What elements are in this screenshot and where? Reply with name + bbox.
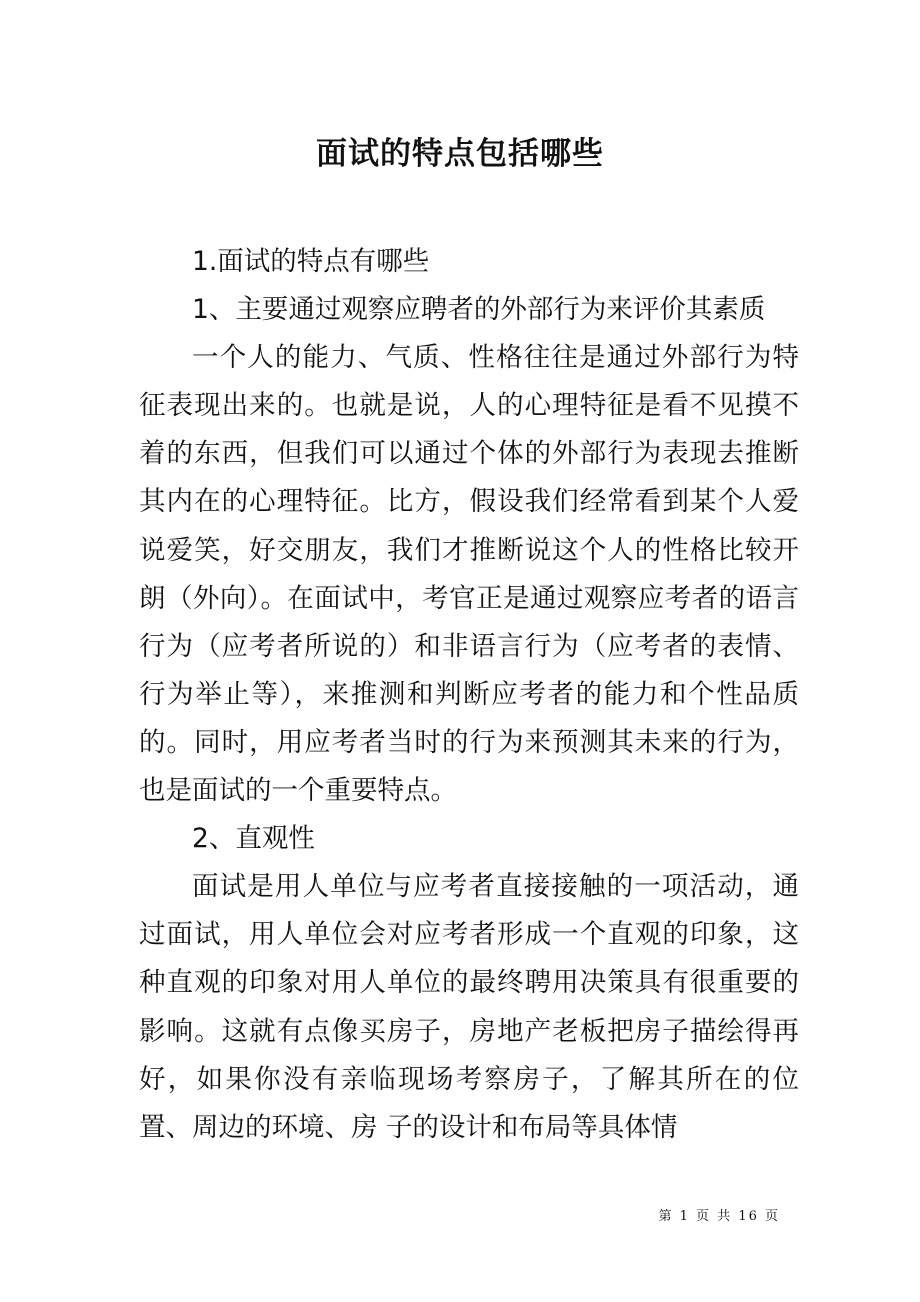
paragraph-subheading-2: 2、直观性 [192, 823, 315, 855]
paragraph-subheading-1: 1、主要通过观察应聘者的外部行为来评价其素质 [192, 294, 766, 326]
paragraph-body-2: 面试是用人单位与应考者直接接触的一项活动，通过面试，用人单位会对应考者形成一个直观的印象，这种直观的印象对用人单位的最终聘用决策具有很重要的影响。这就有点像买房子，房地产老板把房子描绘得再好，如果你没有亲临现场考察房子，了解其所在的位置、周边的环境、房 子的设计和布局等具体情 [139, 871, 799, 1143]
paragraph-heading-1: 1.面试的特点有哪些 [192, 246, 430, 277]
document-body [139, 238, 799, 1152]
paragraph-body-1: 一个人的能力、气质、性格往往是通过外部行为特征表现出来的。也就是说，人的心理特征是看不见摸不着的东西，但我们可以通过个体的外部行为表现去推断其内在的心理特征。比方，假设我们经常看到某个人爱说爱笑，好交朋友，我们才推断说这个人的性格比较开朗（外向）。在面试中，考官正是通过观察应考者的语言行为（应考者所说的）和非语言行为（应考者的表情、行为举止等），来推测和判断应考者的能力和个性品质的。同时，用应考者当时的行为来预测其未来的行为，也是面试的一个重要特点。 [139, 342, 799, 807]
document-title: 面试的特点包括哪些 [316, 136, 604, 172]
page-number-footer: 第 1 页 共 16 页 [658, 1209, 780, 1224]
